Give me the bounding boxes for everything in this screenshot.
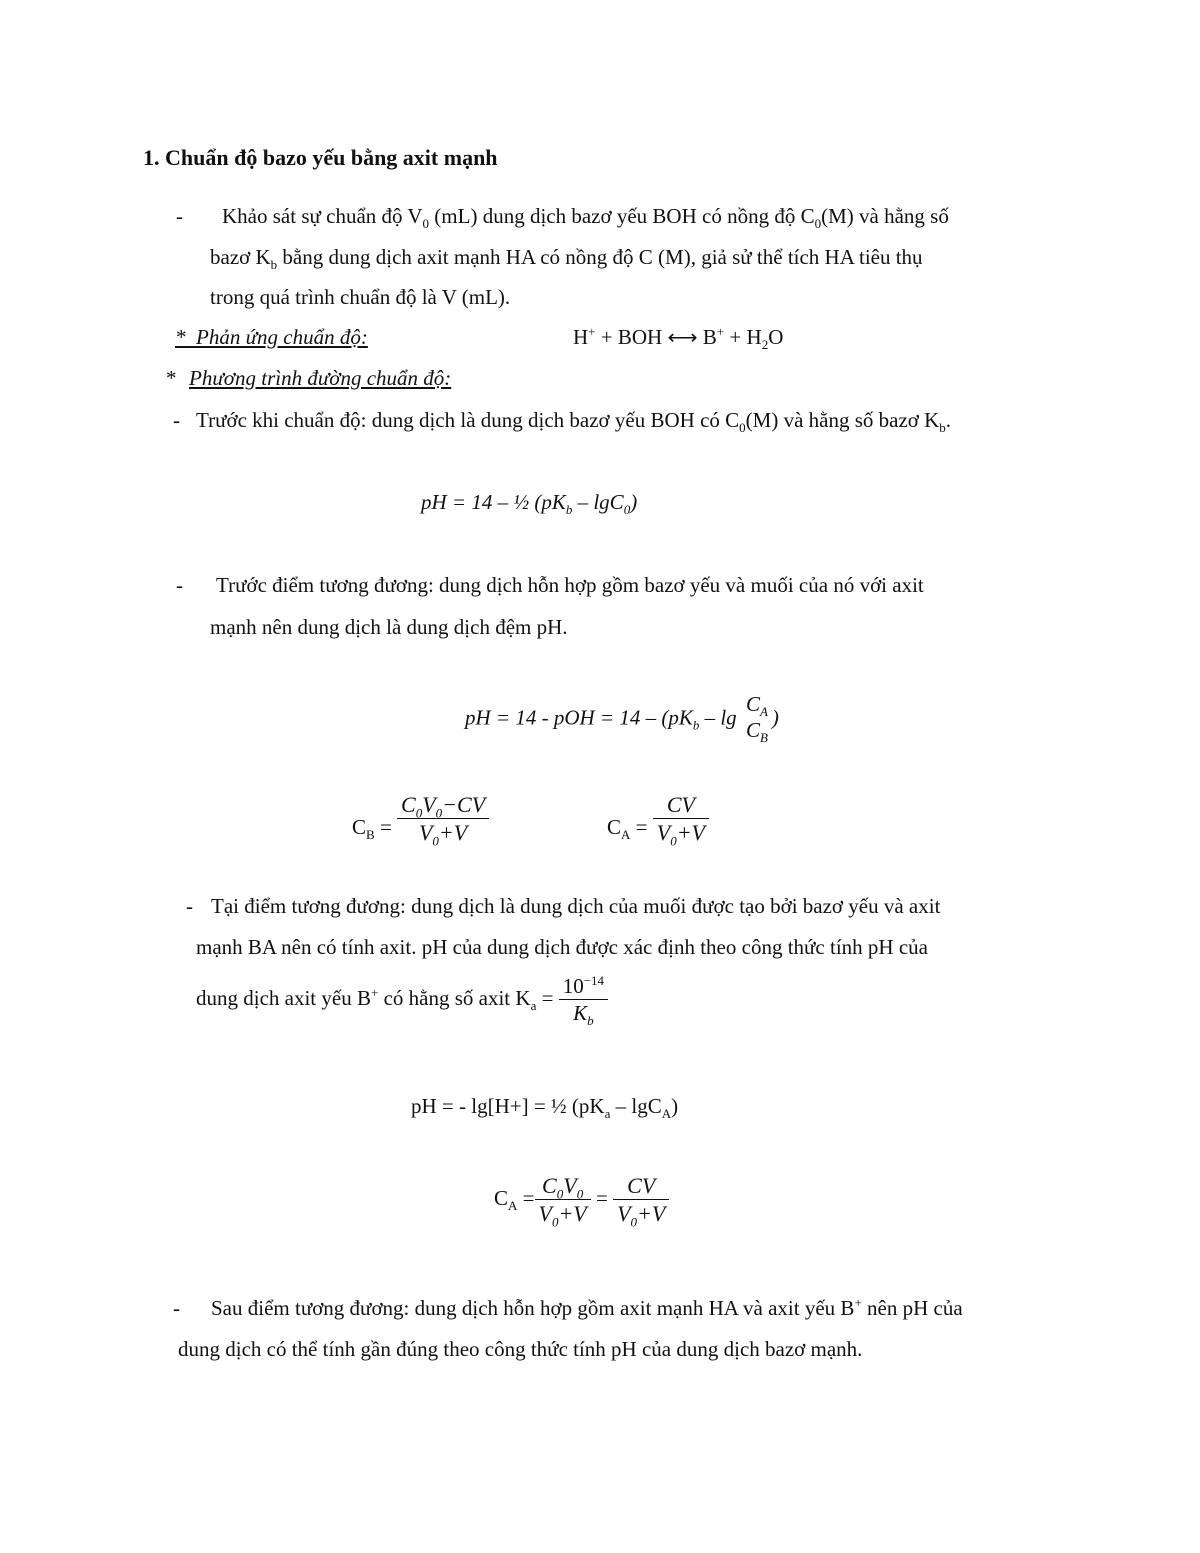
equivalence-line-2: mạnh BA nên có tính axit. pH của dung dịch được xác định theo công thức tính pH của <box>196 935 928 959</box>
pre-equivalence-line-1: Trước điểm tương đương: dung dịch hỗn hợp gồm bazơ yếu và muối của nó với axit <box>216 573 924 597</box>
intro-line-3: trong quá trình chuẩn độ là V (mL). <box>210 285 511 309</box>
formula-ca-equivalence: $C_A$ = $\frac{C_0V_0}{V_0+V}$ = $\frac{CV}{V_0+V}$ <box>494 1175 669 1225</box>
equivalence-line-3: dung dịch axit yếu B+ có hằng số axit $K_a$ = $\frac{10^{-14}}{K_b}$ <box>196 976 608 1024</box>
bullet-dash: - <box>176 204 183 228</box>
reaction-equation: H+ + BOH ⟷ $B^+ + H_2O$ <box>573 324 784 353</box>
reaction-label: * Phản ứng chuẩn độ: <box>175 325 368 349</box>
formula-ph-buffer: pH = 14 - pOH = $14 - (pK_b$ – lg $C_A$ $C_B$ ) <box>465 692 779 746</box>
before-titration-text: Trước khi chuẩn độ: dung dịch là dung dịch bazơ yếu BOH có $C_0(M)$ và hằng số bazơ $K_b$. <box>196 408 952 436</box>
equivalence-line-1: Tại điểm tương đương: dung dịch là dung dịch của muối được tạo bởi bazơ yếu và axit <box>211 894 941 918</box>
after-equivalence-line-2: dung dịch có thể tính gần đúng theo công thức tính pH của dung dịch bazơ mạnh. <box>178 1337 863 1361</box>
intro-line-2: bazơ $K_b$ bằng dung dịch axit mạnh HA có nồng độ C (M), giả sử thể tích HA tiêu thụ <box>210 245 923 273</box>
intro-line-1: Khảo sát sự chuẩn độ $V_0$ (mL) dung dịch bazơ yếu BOH có nồng độ $C_0(M)$ và hằng số <box>222 204 949 232</box>
pre-equivalence-line-2: mạnh nên dung dịch là dung dịch đệm pH. <box>210 615 568 639</box>
curve-label: Phương trình đường chuẩn độ: <box>189 366 452 390</box>
bullet-dash: - <box>173 408 180 432</box>
formula-ph-initial: pH = 14 – ½ $(pK_b - \lg C_0)$ <box>421 490 638 518</box>
bullet-dash: - <box>176 573 183 597</box>
curve-star: * <box>166 366 177 390</box>
formula-cb: $C_B$ = $\frac{C_0V_0-CV}{V_0+V}$ <box>352 814 489 844</box>
formula-ca: $C_A$ = $\frac{CV}{V_0+V}$ <box>607 814 709 844</box>
bullet-dash: - <box>173 1296 180 1320</box>
section-heading: 1. Chuẩn độ bazo yếu bằng axit mạnh <box>143 145 498 170</box>
after-equivalence-line-1: Sau điểm tương đương: dung dịch hỗn hợp gồm axit mạnh HA và axit yếu B+ nên pH của <box>211 1295 963 1320</box>
bullet-dash: - <box>186 894 193 918</box>
formula-ph-equivalence: pH = - lg[H+] = ½ $(pK_a - \lg C_A)$ <box>411 1094 679 1122</box>
